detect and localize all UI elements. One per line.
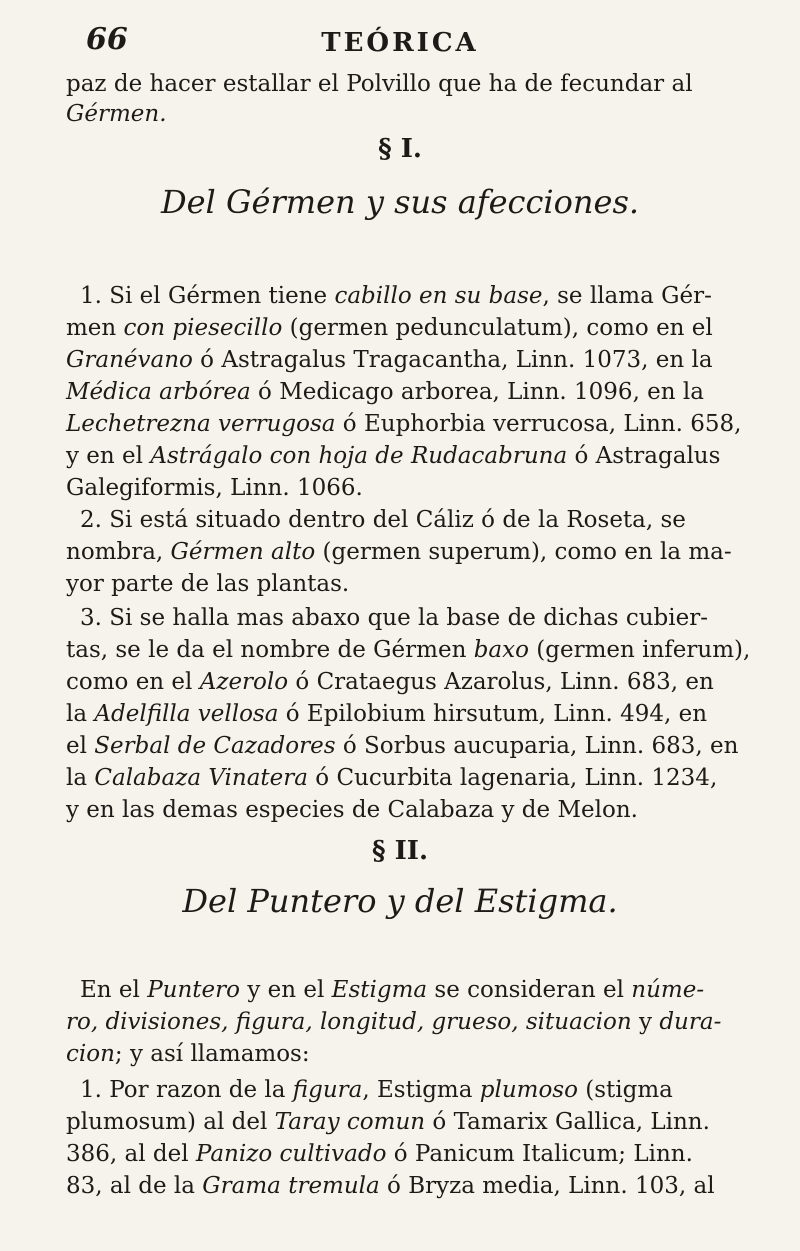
text-line: 83, al de la Grama tremula ó Bryza media, Linn. 103, al <box>66 1173 715 1199</box>
text-line: la Adelfilla vellosa ó Epilobium hirsutum, Linn. 494, en <box>66 701 708 727</box>
text-line: paz de hacer estallar el Polvillo que ha de fecundar al <box>66 71 693 97</box>
section-mark: § I. <box>378 134 422 164</box>
text-line: ro, divisiones, figura, longitud, grueso, situacion y dura- <box>66 1009 722 1035</box>
section-mark: § II. <box>371 836 429 866</box>
text-line: Granévano ó Astragalus Tragacantha, Linn. 1073, en la <box>66 347 713 373</box>
page-number: 66 <box>86 22 128 57</box>
text-line: 386, al del Panizo cultivado ó Panicum Italicum; Linn. <box>66 1141 693 1167</box>
section-title: Del Puntero y del Estigma. <box>182 882 618 920</box>
text-line: men con piesecillo (germen pedunculatum), como en el <box>66 315 713 341</box>
text-line: 1. Por razon de la figura, Estigma plumoso (stigma <box>80 1077 673 1103</box>
text-line: Lechetrezna verrugosa ó Euphorbia verrucosa, Linn. 658, <box>66 411 742 437</box>
text-line: cion; y así llamamos: <box>66 1041 310 1067</box>
text-line: Médica arbórea ó Medicago arborea, Linn. 1096, en la <box>66 379 704 405</box>
text-line: el Serbal de Cazadores ó Sorbus aucuparia, Linn. 683, en <box>66 733 739 759</box>
text-line: En el Puntero y en el Estigma se consideran el núme- <box>80 977 705 1003</box>
text-line: y en el Astrágalo con hoja de Rudacabruna ó Astragalus <box>66 443 721 469</box>
text-line: 2. Si está situado dentro del Cáliz ó de la Roseta, se <box>80 507 686 533</box>
text-line: como en el Azerolo ó Crataegus Azarolus, Linn. 683, en <box>66 669 714 695</box>
page-header <box>0 22 800 62</box>
text-line: la Calabaza Vinatera ó Cucurbita lagenaria, Linn. 1234, <box>66 765 718 791</box>
text-line: Galegiformis, Linn. 1066. <box>66 475 363 501</box>
section-title: Del Gérmen y sus afecciones. <box>160 183 640 221</box>
text-line: tas, se le da el nombre de Gérmen baxo (germen inferum), <box>66 637 751 663</box>
text-line: yor parte de las plantas. <box>66 571 350 597</box>
text-line: 1. Si el Gérmen tiene cabillo en su base, se llama Gér- <box>80 283 712 309</box>
text-line: 3. Si se halla mas abaxo que la base de dichas cubier- <box>80 605 708 631</box>
running-title: TEÓRICA <box>321 28 479 58</box>
text-line: plumosum) al del Taray comun ó Tamarix Gallica, Linn. <box>66 1109 710 1135</box>
text-line: y en las demas especies de Calabaza y de Melon. <box>66 797 638 823</box>
text-line: nombra, Gérmen alto (germen superum), como en la ma- <box>66 539 732 565</box>
text-line: Gérmen. <box>66 101 167 127</box>
